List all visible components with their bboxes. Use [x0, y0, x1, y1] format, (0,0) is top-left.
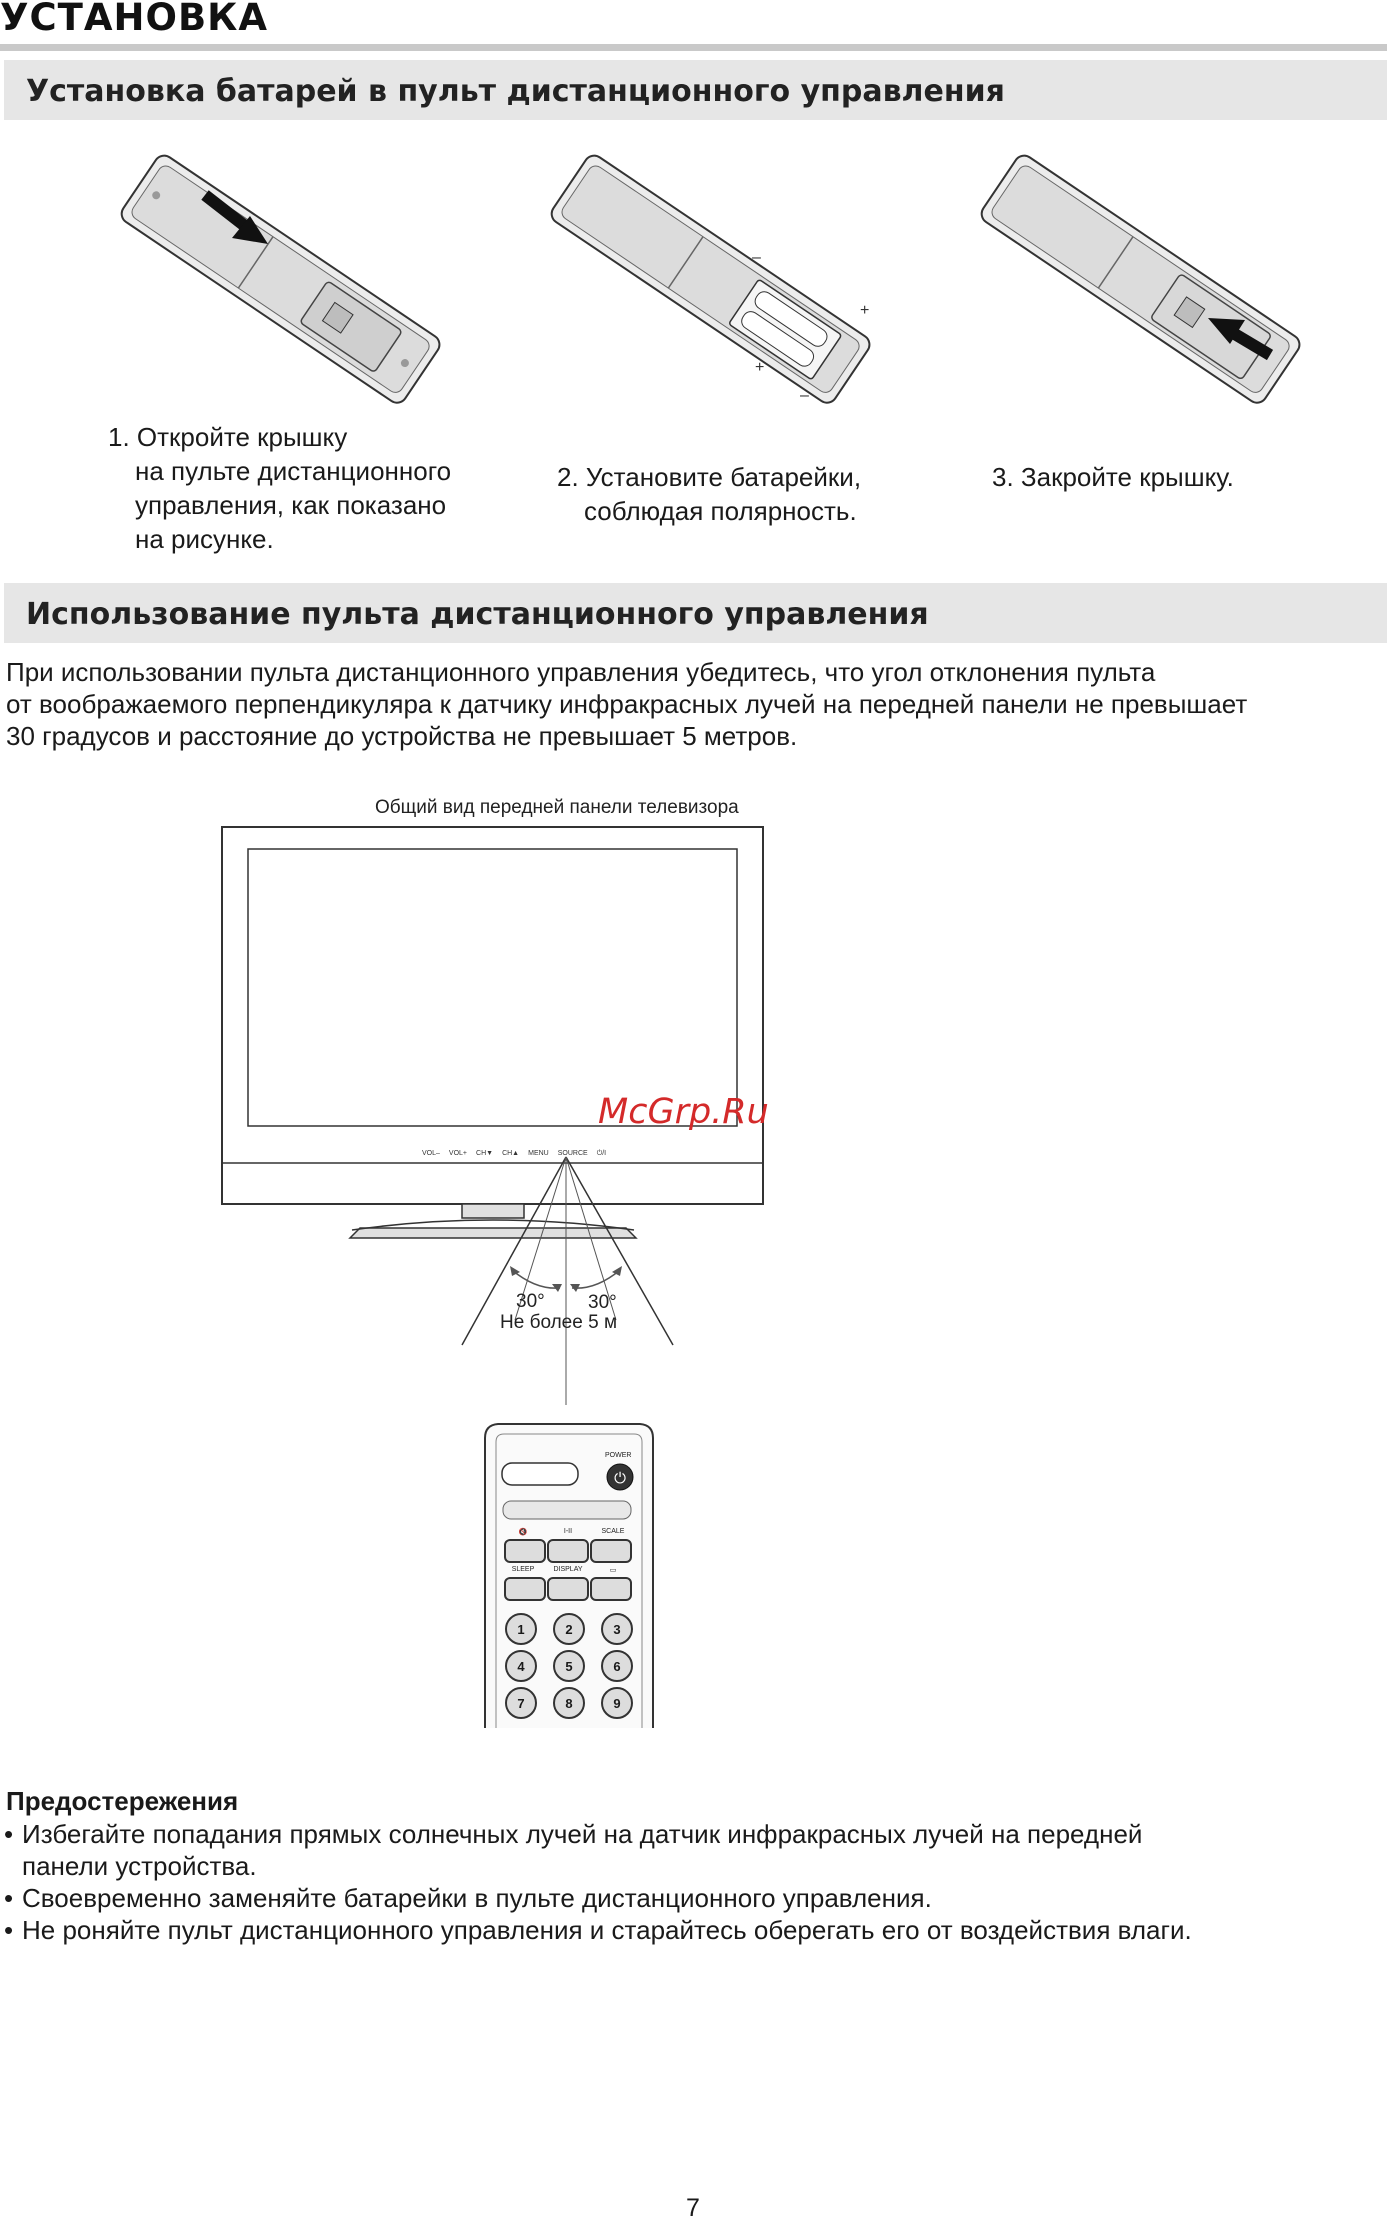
polarity-mark: – [800, 387, 809, 404]
tv-button-label: SOURCE [557, 1150, 588, 1157]
section-heading: Установка батарей в пульт дистанционного управления [26, 74, 1005, 109]
remote-power-label: POWER [605, 1452, 632, 1459]
tv-button-label: ⏻/I [596, 1150, 607, 1157]
digit-button[interactable]: 9 [601, 1687, 633, 1719]
remote-row1-labels [505, 1528, 631, 1536]
digit-button[interactable]: 6 [601, 1650, 633, 1682]
polarity-mark: + [860, 302, 870, 319]
power-icon: ⏻ [614, 1470, 626, 1487]
digit-button[interactable]: 7 [505, 1687, 537, 1719]
warning-line: панели устройства. [22, 1851, 257, 1881]
remote-row2-buttons [504, 1577, 632, 1601]
digit-button[interactable]: 2 [553, 1613, 585, 1645]
angle-right-label: 30° [588, 1292, 617, 1313]
tv-button-row [422, 1150, 606, 1158]
step-line: 3. Закройте крышку. [992, 462, 1234, 492]
digit-button[interactable]: 3 [601, 1613, 633, 1645]
polarity-mark: – [752, 249, 761, 266]
digit-button[interactable]: 4 [505, 1650, 537, 1682]
teletext-icon: ▭ [609, 1567, 617, 1574]
paragraph-line: 30 градусов и расстояние до устройства не превышает 5 метров. [6, 721, 798, 751]
tv-button-label: VOL+ [448, 1150, 468, 1157]
warning-line: • Не роняйте пульт дистанционного управления и старайтесь оберегать его от воздействия влаги. [22, 1915, 1192, 1945]
polarity-mark: + [755, 359, 765, 376]
remote-keypad [505, 1613, 637, 1719]
step-line: на пульте дистанционного [135, 456, 452, 486]
warning-item [4, 1914, 1364, 1946]
warning-item [4, 1882, 1364, 1914]
step-line: соблюдая полярность. [584, 496, 857, 526]
tv-button-label: VOL– [422, 1150, 440, 1157]
tv-caption: Общий вид передней панели телевизора [375, 797, 739, 818]
scale-button[interactable] [590, 1539, 632, 1563]
step-line: 1. Откройте крышку [108, 422, 348, 452]
teletext-button[interactable] [590, 1577, 632, 1601]
remote-label: I-II [563, 1528, 573, 1535]
mute-button[interactable] [504, 1539, 546, 1563]
display-button[interactable] [547, 1577, 589, 1601]
watermark: McGrp.Ru [598, 1092, 769, 1132]
warning-line: • Своевременно заменяйте батарейки в пульте дистанционного управления. [22, 1883, 932, 1913]
page-number: 7 [686, 2194, 700, 2222]
tv-button-label: CH▼ [476, 1150, 494, 1157]
mute-icon: 🔇 [518, 1529, 528, 1536]
audio-mode-button[interactable] [547, 1539, 589, 1563]
step-line: управления, как показано [135, 490, 447, 520]
digit-button[interactable]: 8 [553, 1687, 585, 1719]
warnings-heading: Предостережения [6, 1786, 239, 1816]
paragraph-line: При использовании пульта дистанционного управления убедитесь, что угол отклонения пульта [6, 657, 1156, 687]
distance-label: Не более 5 м [500, 1312, 618, 1333]
step-line: 2. Установите батарейки, [557, 462, 862, 492]
tv-button-label: MENU [528, 1150, 549, 1157]
warning-line: • Избегайте попадания прямых солнечных лучей на датчик инфракрасных лучей на передней [22, 1819, 1143, 1849]
remote-row1-buttons [504, 1539, 632, 1563]
page-title: УСТАНОВКА [0, 0, 269, 39]
remote-label: SCALE [601, 1528, 625, 1535]
remote-label: SLEEP [511, 1566, 535, 1573]
tv-button-label: CH▲ [502, 1150, 520, 1157]
remote-row2-labels [505, 1566, 631, 1574]
step-line: на рисунке. [135, 524, 274, 554]
section-heading: Использование пульта дистанционного управления [26, 597, 929, 632]
angle-left-label: 30° [516, 1291, 545, 1312]
paragraph-line: от воображаемого перпендикуляра к датчику инфракрасных лучей на передней панели не превышает [6, 689, 1248, 719]
digit-button[interactable]: 5 [553, 1650, 585, 1682]
warning-item [4, 1818, 1364, 1882]
remote-label: DISPLAY [553, 1566, 583, 1573]
digit-button[interactable]: 1 [505, 1613, 537, 1645]
warnings-list [4, 1818, 1364, 1946]
sleep-button[interactable] [504, 1577, 546, 1601]
